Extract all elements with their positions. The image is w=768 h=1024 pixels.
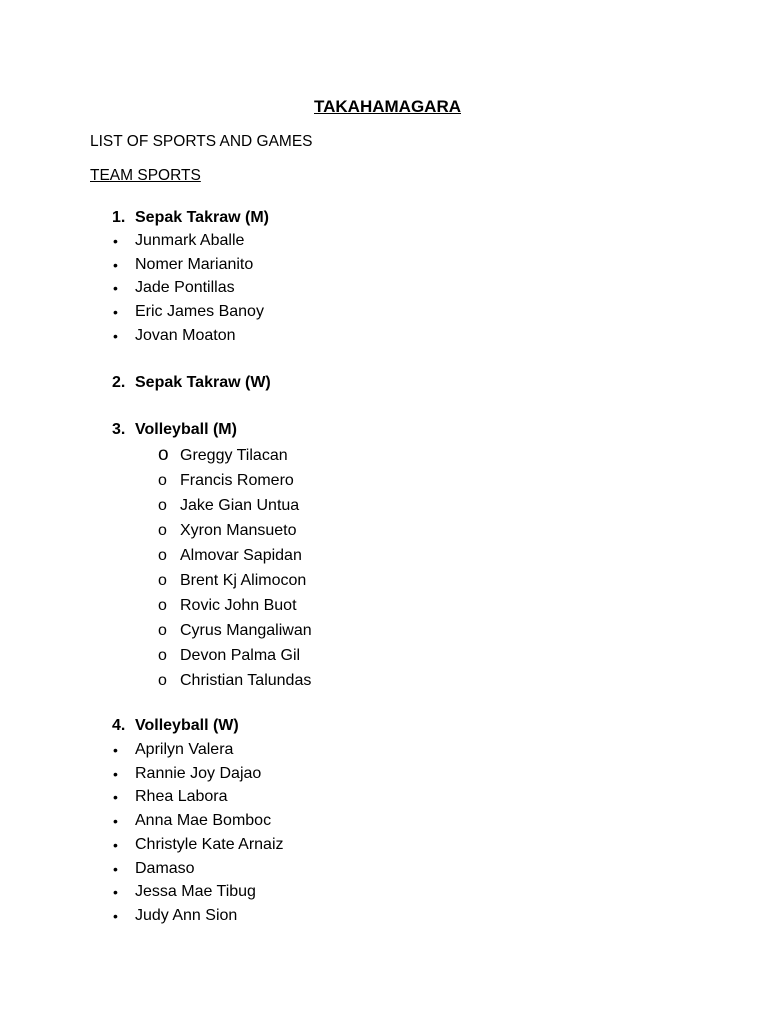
circle-bullet-icon: o	[158, 497, 167, 514]
section-label: Sepak Takraw (W)	[135, 374, 271, 391]
bullet-icon: •	[113, 233, 118, 249]
list-item: Brent Kj Alimocon	[180, 572, 307, 589]
list-item: Jovan Moaton	[135, 327, 236, 344]
circle-bullet-icon: o	[158, 522, 167, 539]
list-item: Judy Ann Sion	[135, 907, 238, 924]
list-item: Devon Palma Gil	[180, 647, 301, 664]
bullet-icon: •	[113, 789, 118, 805]
document-title: TAKAHAMAGARA	[314, 97, 461, 116]
list-item: Anna Mae Bomboc	[135, 812, 272, 829]
circle-bullet-icon: o	[158, 472, 167, 489]
bullet-icon: •	[113, 861, 118, 877]
section-label: Volleyball (W)	[135, 717, 239, 734]
section-label: Volleyball (M)	[135, 421, 237, 438]
list-item: Rannie Joy Dajao	[135, 765, 262, 782]
document-subtitle: LIST OF SPORTS AND GAMES	[90, 133, 313, 150]
list-item: Jake Gian Untua	[180, 497, 300, 514]
list-item: Aprilyn Valera	[135, 741, 234, 758]
bullet-icon: •	[113, 280, 118, 296]
circle-bullet-icon: o	[158, 572, 167, 589]
list-item: Damaso	[135, 860, 195, 877]
list-item: Christian Talundas	[180, 672, 312, 689]
list-item: Nomer Marianito	[135, 256, 254, 273]
circle-bullet-icon: o	[158, 444, 169, 465]
section-heading: TEAM SPORTS	[90, 167, 201, 184]
circle-bullet-icon: o	[158, 622, 167, 639]
list-item: Jade Pontillas	[135, 279, 235, 296]
bullet-icon: •	[113, 908, 118, 924]
bullet-icon: •	[113, 304, 118, 320]
list-item: Jessa Mae Tibug	[135, 883, 256, 900]
list-item: Almovar Sapidan	[180, 547, 302, 564]
list-item: Christyle Kate Arnaiz	[135, 836, 284, 853]
bullet-icon: •	[113, 328, 118, 344]
bullet-icon: •	[113, 837, 118, 853]
circle-bullet-icon: o	[158, 547, 167, 564]
bullet-icon: •	[113, 813, 118, 829]
list-item: Xyron Mansueto	[180, 522, 297, 539]
bullet-icon: •	[113, 884, 118, 900]
circle-bullet-icon: o	[158, 672, 167, 689]
list-item: Francis Romero	[180, 472, 294, 489]
section-number: 2.	[112, 374, 126, 391]
bullet-icon: •	[113, 257, 118, 273]
bullet-icon: •	[113, 742, 118, 758]
circle-bullet-icon: o	[158, 597, 167, 614]
section-number: 4.	[112, 717, 126, 734]
list-item: Rhea Labora	[135, 788, 228, 805]
list-item: Cyrus Mangaliwan	[180, 622, 312, 639]
circle-bullet-icon: o	[158, 647, 167, 664]
list-item: Rovic John Buot	[180, 597, 297, 614]
list-item: Greggy Tilacan	[180, 447, 288, 464]
section-number: 1.	[112, 209, 126, 226]
section-number: 3.	[112, 421, 126, 438]
section-label: Sepak Takraw (M)	[135, 209, 269, 226]
list-item: Junmark Aballe	[135, 232, 245, 249]
bullet-icon: •	[113, 766, 118, 782]
list-item: Eric James Banoy	[135, 303, 264, 320]
